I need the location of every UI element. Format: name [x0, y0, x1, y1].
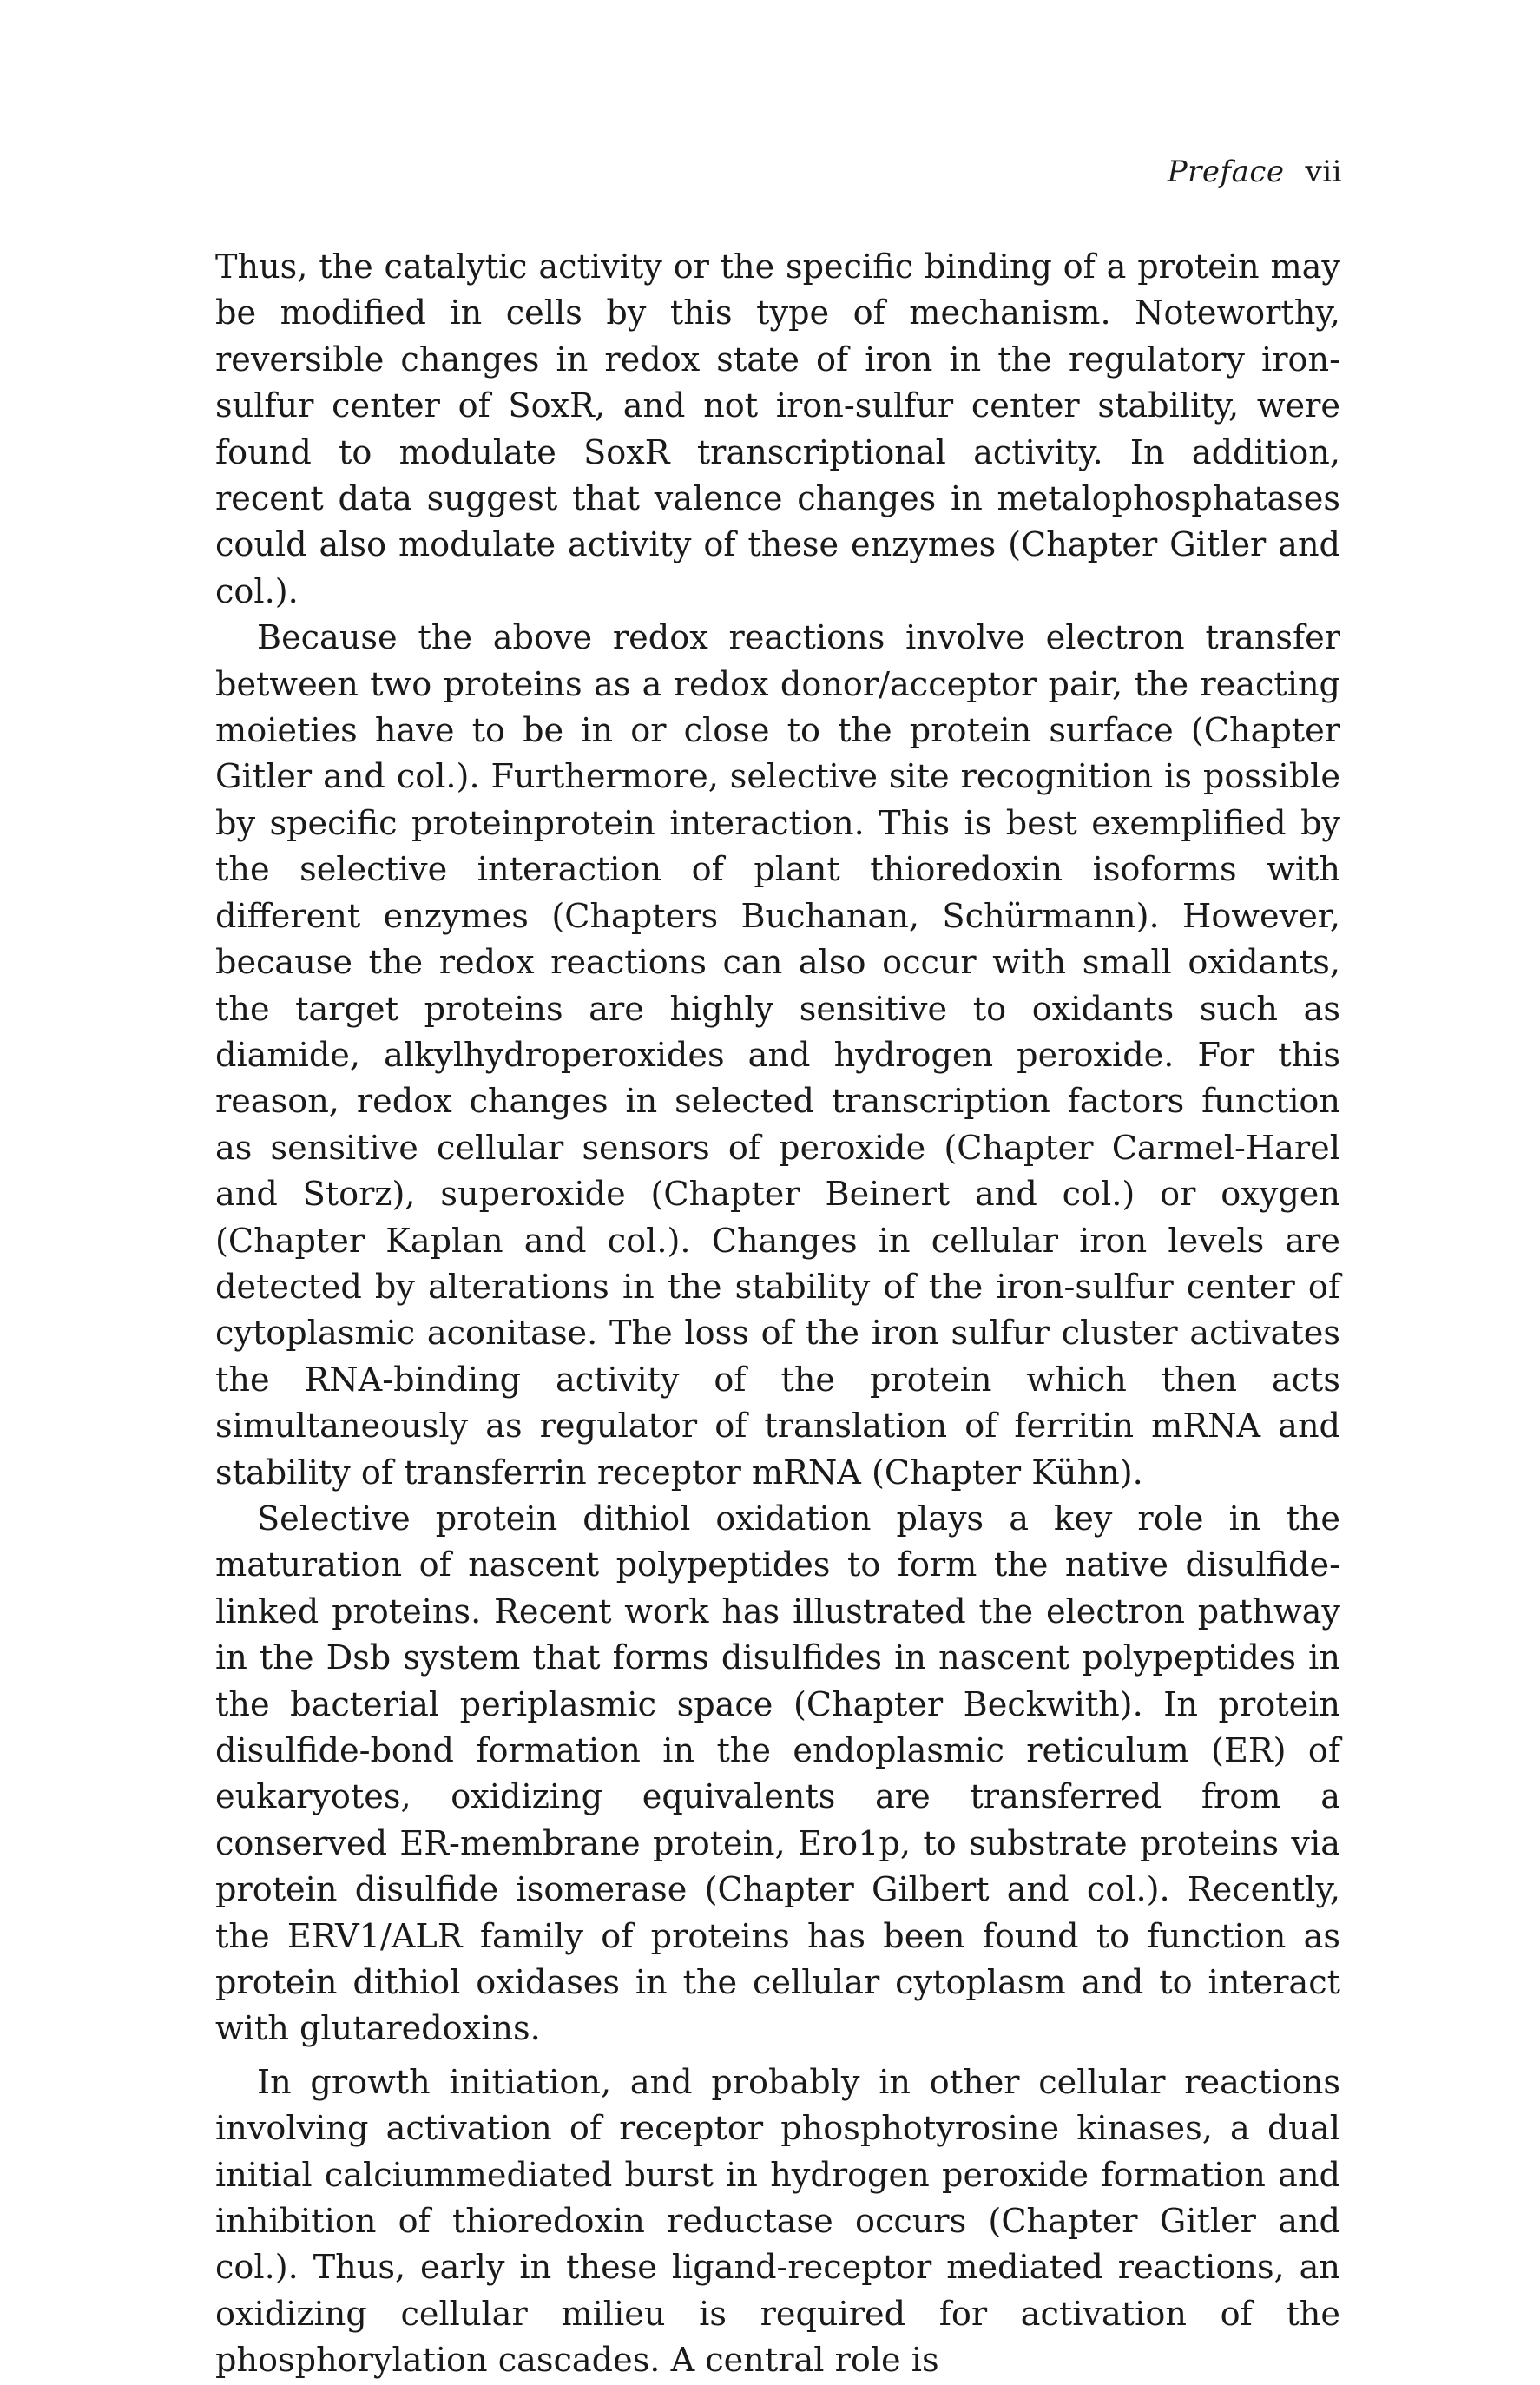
- paragraph-growth-initiation: In growth initiation, and probably in other cellular reactions involving activation of receptor phosphotyrosine kinases, a dual initial calciummediated burst in hydrogen peroxide formation and inhibition of thioredoxin reductase occurs (Chapter Gitler and col.). Thus, early in these ligand-receptor mediated reactions, an oxidizing cellular milieu is required for activation of the phosphorylation cascades. A central role is: [215, 2063, 1340, 2381]
- running-head-title: Preface: [1167, 155, 1285, 189]
- running-head: [1168, 155, 1342, 189]
- paragraph-redox-transfer: Because the above redox reactions involve electron transfer between two proteins as a redox donor/acceptor pair, the reacting moieties have to be in or close to the protein surface (Chapter Gitler and col.). Furthermore, selective site recognition is possible by specific proteinprotein interaction. This is best exemplified by the selective interaction of plant thioredoxin isoforms with different enzymes (Chapters Buchanan, Schürmann). However, because the redox reactions can also occur with small oxidants, the target proteins are highly sensitive to oxidants such as diamide, alkylhydroperoxides and hydrogen peroxide. For this reason, redox changes in selected transcription factors function as sensitive cellular sensors of peroxide (Chapter Carmel-Harel and Storz), superoxide (Chapter Beinert and col.) or oxygen (Chapter Kaplan and col.). Changes in cellular iron levels are detected by alterations in the stability of the iron-sulfur center of cytoplasmic aconitase. The loss of the iron sulfur cluster activates the RNA-binding activity of the protein which then acts simultaneously as regulator of translation of ferritin mRNA and stability of transferrin receptor mRNA (Chapter Kühn).: [215, 619, 1340, 1492]
- page-number: vii: [1305, 155, 1342, 189]
- paragraph-dithiol-oxidation: Selective protein dithiol oxidation plays a key role in the maturation of nascent polypeptides to form the native disulfide-linked proteins. Recent work has illustrated the electron pathway in the Dsb system that forms disulfides in nascent polypeptides in the bacterial periplasmic space (Chapter Beckwith). In protein disulfide-bond formation in the endoplasmic reticulum (ER) of eukaryotes, oxidizing equivalents are transferred from a conserved ER-membrane protein, Ero1p, to substrate proteins via protein disulfide isomerase (Chapter Gilbert and col.). Recently, the ERV1/ALR family of proteins has been found to function as protein dithiol oxidases in the cellular cytoplasm and to interact with glutaredoxins.: [215, 1499, 1340, 2049]
- body-text: [215, 245, 1340, 2385]
- paragraph-continued: Thus, the catalytic activity or the specific binding of a protein may be modified in cells by this type of mechanism. Noteworthy, reversible changes in redox state of iron in the regulatory iron-sulfur center of SoxR, and not iron-sulfur center stability, were found to modulate SoxR transcriptional activity. In addition, recent data suggest that valence changes in metalophosphatases could also modulate activity of these enzymes (Chapter Gitler and col.).: [215, 248, 1340, 611]
